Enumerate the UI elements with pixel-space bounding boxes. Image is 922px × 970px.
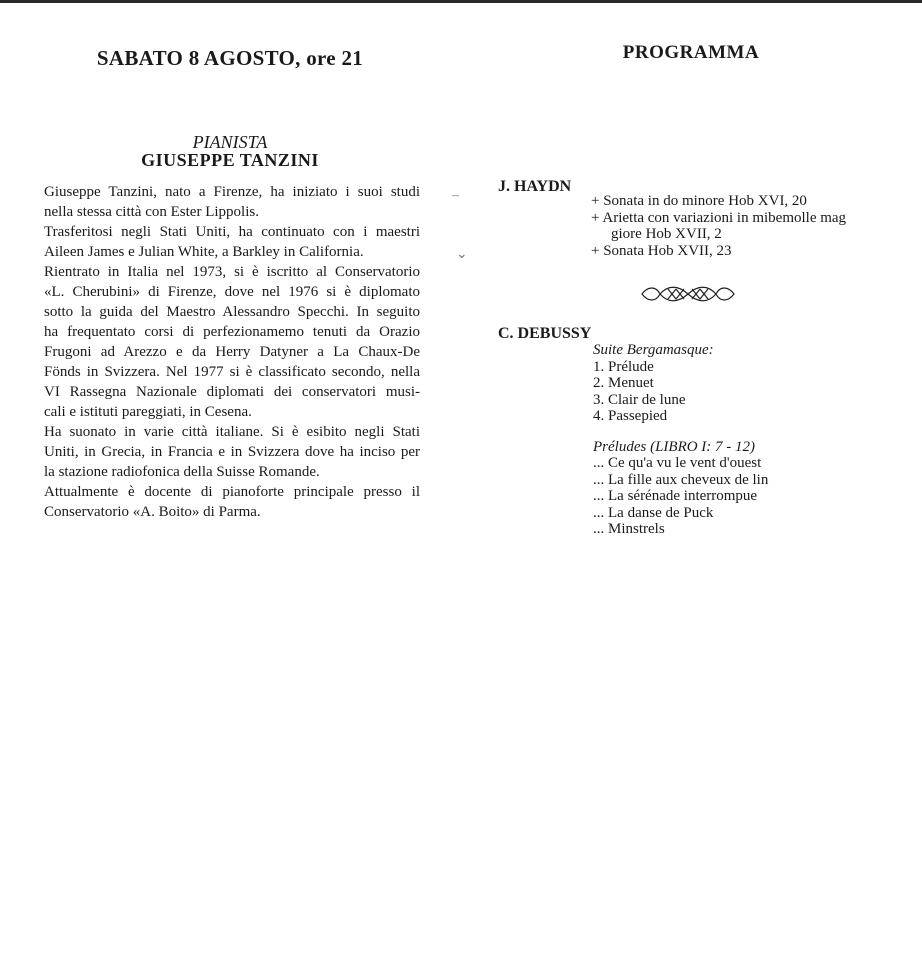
work-item: ... La danse de Puck	[593, 504, 714, 521]
composer-haydn: J. HAYDN	[498, 178, 572, 195]
haydn-works	[591, 193, 846, 259]
work-item: 2. Menuet	[593, 375, 654, 391]
bio-line: cali e istituti pareggiati, in Cesena.	[44, 404, 252, 420]
work-item: ... La sérénade interrompue	[593, 488, 758, 504]
bio-line: sotto la guida del Maestro Alessandro Specchi. In seguito	[44, 304, 420, 320]
work-item: giore Hob XVII, 2	[611, 226, 722, 242]
bio-line: Giuseppe Tanzini, nato a Firenze, ha iniziato i suoi studi	[44, 184, 420, 200]
work-item: ... Ce qu'a vu le vent d'ouest	[593, 455, 762, 471]
bio-line: «L. Cherubini» di Firenze, dove nel 1976 si è diplomato	[44, 284, 420, 300]
concert-date-heading: SABATO 8 AGOSTO, ore 21	[96, 46, 364, 70]
work-item: 4. Passepied	[593, 408, 668, 424]
performer-role: PIANISTA	[192, 132, 268, 152]
bio-line: nella stessa città con Ester Lippolis.	[44, 204, 259, 220]
bio-line: VI Rassegna Nazionale diplomati dei conservatori musi-	[44, 384, 420, 400]
bio-line: Conservatorio «A. Boito» di Parma.	[44, 504, 261, 520]
bio-line: Frugoni ad Arezzo e da Herry Datyner a La Chaux-De	[44, 344, 420, 360]
preludes-title: Préludes (LIBRO I: 7 - 12)	[593, 438, 756, 455]
work-item: + Sonata Hob XVII, 23	[591, 242, 732, 259]
bio-line: Rientrato in Italia nel 1973, si è iscritto al Conservatorio	[44, 264, 420, 280]
spacer	[593, 425, 768, 439]
work-item: 1. Prélude	[593, 358, 654, 375]
bio-line: Fönds in Svizzera. Nel 1977 si è classificato secondo, nella	[44, 364, 420, 380]
bio-line: ha frequentato corsi di perfezionamemo tenuti da Orazio	[44, 324, 420, 340]
bio-line: la stazione radiofonica della Suisse Romande.	[44, 464, 320, 480]
program-heading: PROGRAMMA	[622, 42, 760, 63]
bio-line: Trasferitosi negli Stati Uniti, ha continuato con i maestri	[44, 224, 420, 240]
bio-line: Attualmente è docente di pianoforte principale presso il	[44, 484, 420, 500]
fold-mark: ⌄	[456, 247, 468, 262]
composer-debussy: C. DEBUSSY	[498, 325, 592, 342]
ornament-flourish-icon	[638, 283, 738, 305]
suite-title: Suite Bergamasque:	[593, 342, 714, 358]
debussy-works	[593, 342, 768, 538]
right-page	[452, 0, 922, 970]
bio-line: Uniti, in Grecia, in Francia e in Svizzera dove ha inciso per	[44, 444, 420, 460]
bio-line: Aileen James e Julian White, a Barkley in California.	[44, 244, 364, 260]
work-item: + Arietta con variazioni in mibemolle mag	[591, 209, 847, 226]
fold-mark: –	[452, 188, 459, 203]
work-item: ... La fille aux cheveux de lin	[593, 471, 769, 488]
work-item: 3. Clair de lune	[593, 391, 686, 408]
left-page	[0, 0, 460, 970]
work-item: + Sonata in do minore Hob XVI, 20	[591, 193, 807, 209]
bio-line: Ha suonato in varie città italiane. Si è esibito negli Stati	[44, 424, 420, 440]
biography	[44, 182, 420, 522]
performer-name: GIUSEPPE TANZINI	[141, 150, 319, 170]
work-item: ... Minstrels	[593, 521, 665, 537]
